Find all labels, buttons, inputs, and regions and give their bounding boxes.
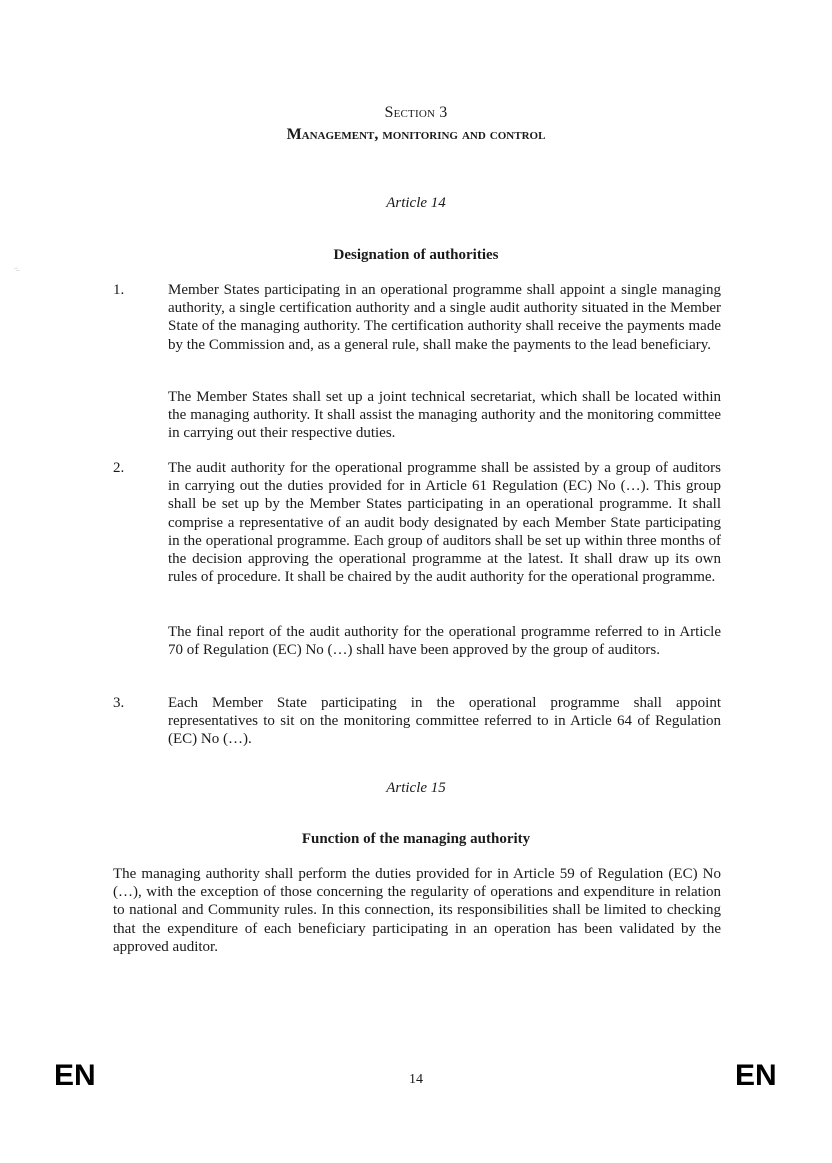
item-2-number: 2.	[113, 460, 125, 476]
item-3-number: 3.	[113, 695, 125, 711]
article-14-label: Article 14	[386, 195, 446, 211]
language-code-right: EN	[735, 1059, 777, 1092]
section-title: Management, monitoring and control	[286, 126, 546, 143]
item-1-paragraph-1: Member States participating in an operational programme shall appoint a single managing authority, a single certification authority and a single audit authority situated in the Member State of the managing authority. The certification authority shall receive the payments made by the Commission and, as a general rule, shall make the payments to the lead beneficiary.	[168, 282, 721, 353]
page-number: 14	[409, 1072, 423, 1087]
article-14-title: Designation of authorities	[333, 247, 499, 263]
article-15-title: Function of the managing authority	[301, 831, 531, 847]
article-15-paragraph: The managing authority shall perform the duties provided for in Article 59 of Regulation (EC) No (…), with the exception of those concerning the regularity of operations and expenditure in relation to national and Community rules. In this connection, its responsibilities shall be limited to checking that the expenditure of each beneficiary participating in an operation has been validated by the approved auditor.	[113, 866, 721, 955]
language-code-left: EN	[54, 1059, 96, 1092]
section-label: Section 3	[384, 104, 448, 121]
item-1-number: 1.	[113, 282, 125, 298]
article-15-label: Article 15	[386, 780, 446, 796]
scan-artifact: ·:.	[14, 266, 20, 273]
item-2-paragraph-1: The audit authority for the operational programme shall be assisted by a group of auditors in carrying out the duties provided for in Article 61 Regulation (EC) No (…). This group shall be set up by the Member States participating in an operational programme. It shall comprise a representative of an audit body designated by each Member State participating in the operational programme. Each group of auditors shall be set up within three months of the decision approving the operational programme at the latest. It shall draw up its own rules of procedure. It shall be chaired by the audit authority for the operational programme.	[168, 460, 721, 586]
item-2-paragraph-2: The final report of the audit authority for the operational programme referred to in Article 70 of Regulation (EC) No (…) shall have been approved by the group of auditors.	[168, 624, 721, 659]
item-1-paragraph-2: The Member States shall set up a joint technical secretariat, which shall be located within the managing authority. It shall assist the managing authority and the monitoring committee in carrying out their respective duties.	[168, 389, 721, 442]
item-3-paragraph-1: Each Member State participating in the operational programme shall appoint representatives to sit on the monitoring committee referred to in Article 64 of Regulation (EC) No (…).	[168, 695, 721, 748]
